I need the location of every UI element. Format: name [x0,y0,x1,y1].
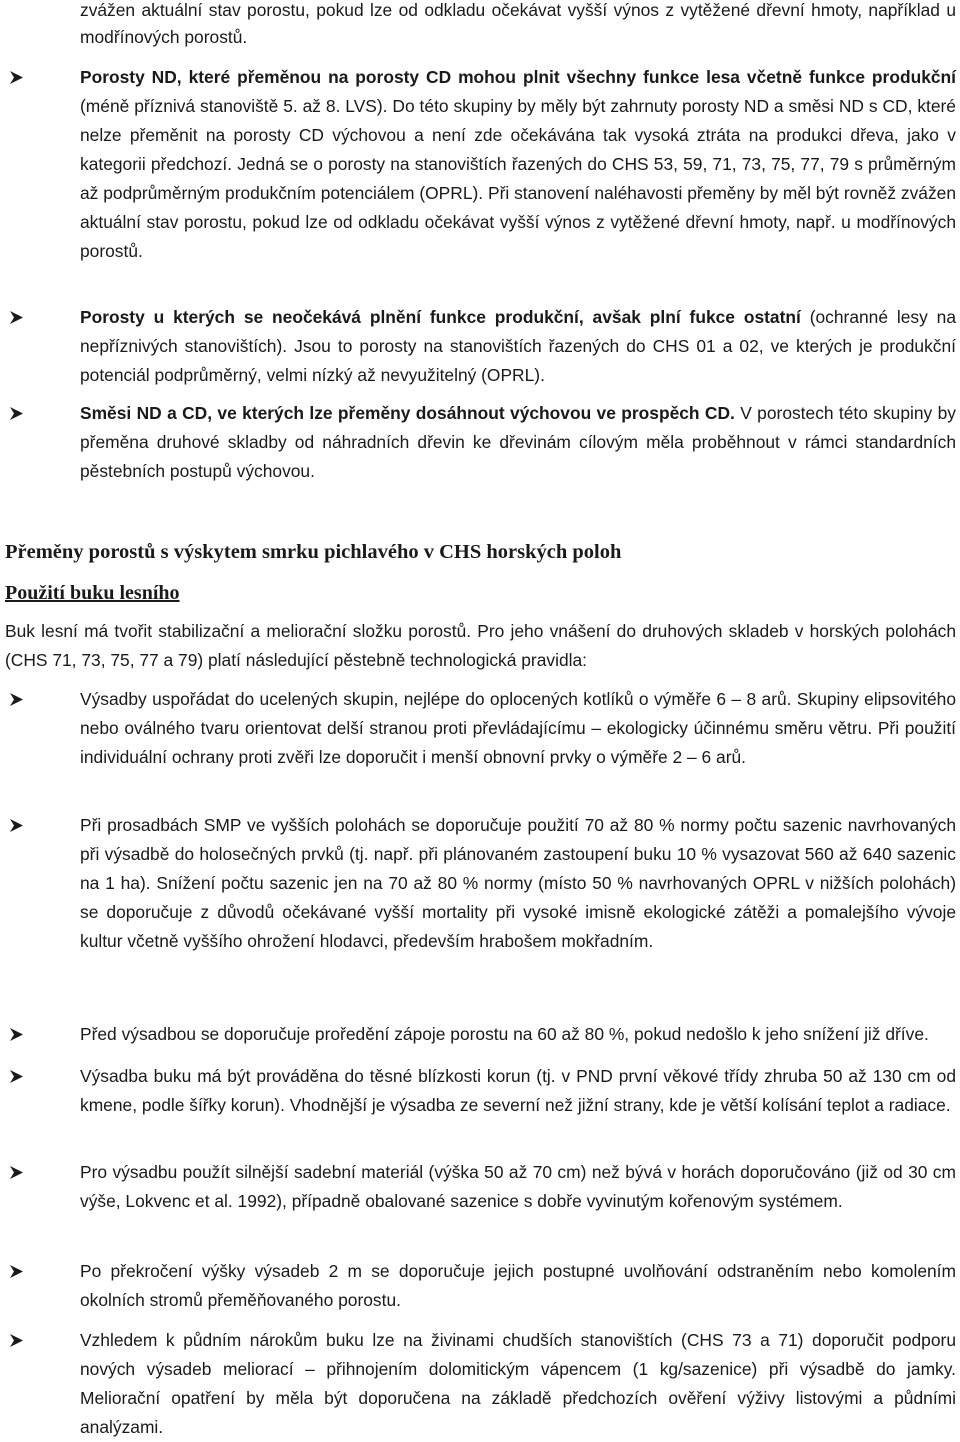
list-item-nd-cd [10,63,956,266]
arrow-bullet-icon [10,693,23,706]
arrow-bullet-icon [10,1028,23,1041]
arrow-bullet-icon [10,407,23,420]
subsection-heading: Použití buku lesního [5,582,180,604]
list-item-mixed [10,399,956,486]
list-item-bold-text: Porosty u kterých se neočekává plnění funkce produkční, avšak plní fukce ostatní [80,307,801,327]
rule-text: Po překročení výšky výsadeb 2 m se doporučuje jejich postupné uvolňování odstraněním nebo komolením okolních stromů přeměňovaného porostu. [80,1261,956,1310]
list-item-body [80,303,956,390]
rule-text: Výsadby uspořádat do ucelených skupin, nejlépe do oplocených kotlíků o výměře 6 – 8 arů. Skupiny elipsovitého nebo oválného tvaru orientovat delší stranou proti převládajícímu – ekologicky účinnému směru větru. Při použití individuální ochrany proti zvěři lze doporučit i menší obnovní prvky o výměře 2 – 6 arů. [80,689,956,767]
section-heading: Přeměny porostů s výskytem smrku pichlavého v CHS horských poloh [5,541,622,563]
list-item-bold-text: Směsi ND a CD, ve kterých lze přeměny dosáhnout výchovou ve prospěch CD. [80,403,735,423]
list-item-body [80,399,956,486]
list-item-text: V porostech této skupiny by přeměna druhové skladby od náhradních dřevin ke dřevinám cílovým měla proběhnout v rámci standardních pěstebních postupů výchovou. [80,403,956,481]
rule-text: Před výsadbou se doporučuje proředění zápoje porostu na 60 až 80 %, pokud nedošlo k jeho snížení již dříve. [80,1024,929,1044]
arrow-bullet-icon [10,819,23,832]
continuation-text: zvážen aktuální stav porostu, pokud lze od odkladu očekávat vyšší výnos z vytěžené dřevní hmoty, například u modřínových porostů. [80,0,956,47]
rule-text: Vzhledem k půdním nárokům buku lze na živinami chudších stanovištích (CHS 73 a 71) doporučit podporu nových výsadeb meliorací – přihnojením dolomitickým vápencem (1 kg/sazenice) při výsadbě do jamky. Meliorační opatření by měla být doporučena na základě předchozích ověření výživy listovými a půdními analýzami. [80,1330,956,1437]
list-item-normal-text: (méně příznivá stanoviště 5. až 8. LVS). [80,96,393,116]
rule-item [10,1062,956,1120]
arrow-bullet-icon [10,1334,23,1347]
list-item-bold-text: Porosty ND, které přeměnou na porosty CD mohou plnit všechny funkce lesa včetně funkce produkční [80,67,956,87]
arrow-bullet-icon [10,71,23,84]
list-item-body [80,63,956,266]
rule-item [10,1257,956,1315]
rule-item [10,811,956,956]
rule-item [10,1020,956,1049]
intro-paragraph: Buk lesní má tvořit stabilizační a meliorační složku porostů. Pro jeho vnášení do druhových skladeb v horských polohách (CHS 71, 73, 75, 77 a 79) platí následující pěstebně technologická pravidla: [5,621,956,670]
continuation-paragraph [80,0,956,51]
arrow-bullet-icon [10,1070,23,1083]
list-item-text: Do této skupiny by měly být zahrnuty porosty ND a směsi ND s CD, které nelze přeměnit na porosty CD výchovou a není zde očekávána tak vysoká ztráta na produkci dřeva, jako v kategorii předchozí. Jedná se o porosty na stanovištích řazených do CHS 53, 59, 71, 73, 75, 77, 79 s průměrným až podprůměrným produkčním potenciálem (OPRL). Při stanovení naléhavosti přeměny by měl být rovněž zvážen aktuální stav porostu, pokud lze od odkladu očekávat vyšší výnos z vytěžené dřevní hmoty, např. u modřínových porostů. [80,96,956,261]
rule-text: Pro výsadbu použít silnější sadební materiál (výška 50 až 70 cm) než bývá v horách doporučováno (již od 30 cm výše, Lokvenc et al. 1992), případně obalované sazenice s dobře vyvinutým kořenovým systémem. [80,1162,956,1211]
rule-item [10,685,956,772]
list-item-no-production [10,303,956,390]
rule-item [10,1158,956,1216]
arrow-bullet-icon [10,311,23,324]
arrow-bullet-icon [10,1265,23,1278]
list-item-text: (ochranné lesy na nepříznivých stanovištích). Jsou to porosty na stanovištích řazených do CHS 01 a 02, ve kterých je produkční potenciál podprůměrný, velmi nízký až nevyužitelný (OPRL). [80,307,957,385]
rule-item [10,1326,956,1442]
rule-text: Výsadba buku má být prováděna do těsné blízkosti korun (tj. v PND první věkové třídy zhruba 50 až 130 cm od kmene, podle šířky korun). Vhodnější je výsadba ze severní než jižní strany, kde je větší kolísání teplot a radiace. [80,1066,956,1115]
arrow-bullet-icon [10,1166,23,1179]
rule-text: Při prosadbách SMP ve vyšších polohách se doporučuje použití 70 až 80 % normy počtu sazenic navrhovaných při výsadbě do holosečných prvků (tj. např. při plánovaném zastoupení buku 10 % vysazovat 560 až 640 sazenic na 1 ha). Snížení počtu sazenic jen na 70 až 80 % normy (místo 50 % navrhovaných OPRL v nižších polohách) se doporučuje z důvodů očekávané vyšší mortality při vysoké imisně ekologické zátěži a pomalejšího vývoje kultur včetně vyššího ohrožení hlodavci, především hrabošem mokřadním. [80,815,956,951]
